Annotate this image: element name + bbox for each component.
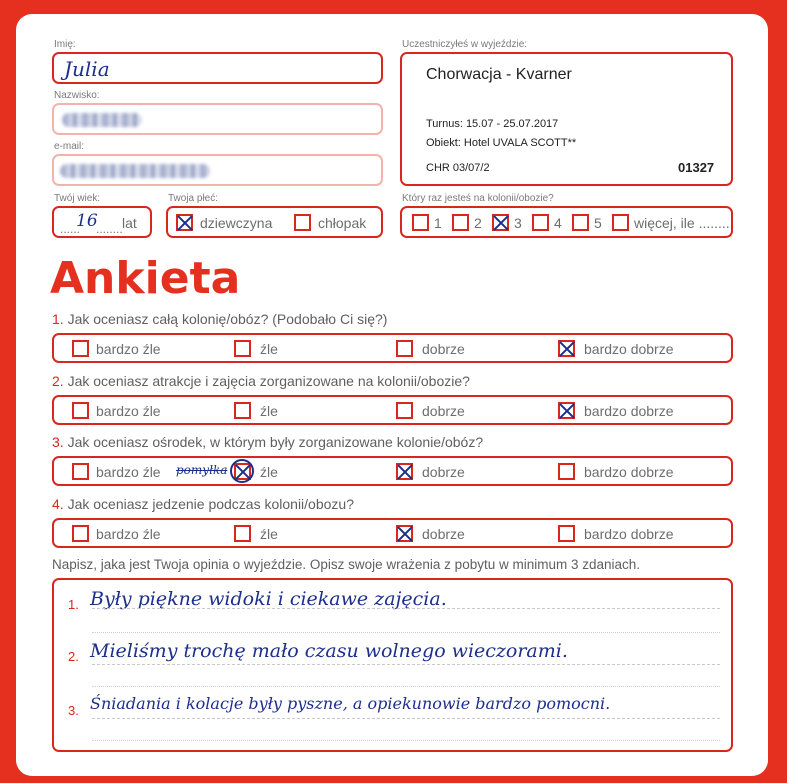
option-label: bardzo dobrze: [584, 526, 674, 542]
age-dots-after: ........: [96, 222, 123, 236]
q4-checkbox-bardzo-dobrze[interactable]: [558, 525, 575, 542]
q4-checkbox-dobrze[interactable]: [396, 525, 413, 542]
question-number: 4.: [52, 496, 64, 512]
name-field[interactable]: [52, 52, 383, 84]
opinion-line-2: Mieliśmy trochę mało czasu wolnego wieczorami.: [90, 640, 568, 662]
question-text: Jak oceniasz ośrodek, w którym były zorganizowane kolonie/obóz?: [67, 434, 484, 450]
times-option-3: 3: [514, 215, 522, 231]
times-option-5: 5: [594, 215, 602, 231]
age-dots: ......: [60, 222, 81, 236]
times-field: [400, 206, 733, 238]
times-checkbox-5[interactable]: [572, 214, 589, 231]
times-checkbox-3[interactable]: [492, 214, 509, 231]
times-option-more: więcej, ile ........: [634, 215, 730, 231]
option-label: bardzo źle: [96, 403, 161, 419]
question-text: Jak oceniasz atrakcje i zajęcia zorganizowane na kolonii/obozie?: [67, 373, 470, 389]
trip-destination: Chorwacja - Kvarner: [426, 66, 572, 83]
age-label: Twój wiek:: [54, 193, 101, 204]
times-option-2: 2: [474, 215, 482, 231]
q4-checkbox-bardzo-zle[interactable]: [72, 525, 89, 542]
opinion-line-number: 3.: [68, 703, 79, 718]
gender-field: [166, 206, 383, 238]
name-label: Imię:: [54, 39, 76, 50]
gender-checkbox-male[interactable]: [294, 214, 311, 231]
q2-checkbox-dobrze[interactable]: [396, 402, 413, 419]
gender-label: Twoja płeć:: [168, 193, 219, 204]
survey-title: Ankieta: [50, 253, 241, 304]
q1-checkbox-bardzo-dobrze[interactable]: [558, 340, 575, 357]
times-label: Który raz jesteś na kolonii/obozie?: [402, 193, 554, 204]
surname-field[interactable]: [52, 103, 383, 135]
opinion-line-1: Były piękne widoki i ciekawe zajęcia.: [90, 588, 447, 610]
times-checkbox-1[interactable]: [412, 214, 429, 231]
email-label: e-mail:: [54, 141, 85, 152]
q3-checkbox-bardzo-zle[interactable]: [72, 463, 89, 480]
question-text: Jak oceniasz całą kolonię/obóz? (Podobało Ci się?): [67, 311, 388, 327]
writing-line: [92, 718, 720, 719]
answer-row-1: [52, 333, 733, 363]
opinion-line-number: 1.: [68, 597, 79, 612]
q2-checkbox-bardzo-dobrze[interactable]: [558, 402, 575, 419]
question-1: [52, 311, 387, 327]
trip-code: CHR 03/07/2: [426, 162, 490, 174]
name-value: Julia: [64, 57, 110, 81]
option-label: dobrze: [422, 341, 465, 357]
trip-info-box: [400, 52, 733, 186]
trip-obiekt: Obiekt: Hotel UVALA SCOTT**: [426, 137, 577, 149]
q1-checkbox-zle[interactable]: [234, 340, 251, 357]
gender-option-female: dziewczyna: [200, 215, 273, 231]
question-number: 3.: [52, 434, 64, 450]
email-field[interactable]: [52, 154, 383, 186]
question-3: [52, 434, 483, 450]
times-option-1: 1: [434, 215, 442, 231]
option-label: źle: [260, 403, 278, 419]
correction-note: pomyłka: [176, 463, 228, 477]
age-value: 16: [76, 211, 98, 231]
question-text: Jak oceniasz jedzenie podczas kolonii/obozu?: [67, 496, 354, 512]
trip-label: Uczestniczyłeś w wyjeździe:: [402, 39, 528, 50]
option-label: bardzo źle: [96, 341, 161, 357]
option-label: bardzo dobrze: [584, 341, 674, 357]
times-checkbox-more[interactable]: [612, 214, 629, 231]
q4-checkbox-zle[interactable]: [234, 525, 251, 542]
q2-checkbox-bardzo-zle[interactable]: [72, 402, 89, 419]
writing-line: [92, 664, 720, 665]
answer-row-2: [52, 395, 733, 425]
option-label: źle: [260, 464, 278, 480]
gender-option-male: chłopak: [318, 215, 367, 231]
answer-row-4: [52, 518, 733, 548]
email-redacted: [60, 164, 210, 178]
option-label: bardzo źle: [96, 464, 161, 480]
trip-number: 01327: [678, 160, 715, 175]
surname-redacted: [62, 113, 142, 127]
correction-circle: [230, 459, 254, 483]
q1-checkbox-dobrze[interactable]: [396, 340, 413, 357]
writing-line: [92, 632, 720, 633]
opinion-prompt: Napisz, jaka jest Twoja opinia o wyjeździe. Opisz swoje wrażenia z pobytu w minimum 3 zdaniach.: [52, 557, 641, 572]
q3-checkbox-bardzo-dobrze[interactable]: [558, 463, 575, 480]
option-label: dobrze: [422, 464, 465, 480]
writing-line: [92, 686, 720, 687]
times-option-4: 4: [554, 215, 562, 231]
trip-turnus: Turnus: 15.07 - 25.07.2017: [426, 118, 559, 130]
opinion-line-number: 2.: [68, 649, 79, 664]
times-checkbox-2[interactable]: [452, 214, 469, 231]
question-2: [52, 373, 470, 389]
q2-checkbox-zle[interactable]: [234, 402, 251, 419]
question-4: [52, 496, 354, 512]
option-label: bardzo źle: [96, 526, 161, 542]
surname-label: Nazwisko:: [54, 90, 100, 101]
question-number: 1.: [52, 311, 64, 327]
answer-row-3: [52, 456, 733, 486]
option-label: źle: [260, 526, 278, 542]
age-unit: lat: [122, 215, 137, 231]
option-label: dobrze: [422, 403, 465, 419]
opinion-line-3: Śniadania i kolacje były pyszne, a opiekunowie bardzo pomocni.: [90, 694, 611, 713]
q1-checkbox-bardzo-zle[interactable]: [72, 340, 89, 357]
age-field[interactable]: [52, 206, 152, 238]
question-number: 2.: [52, 373, 64, 389]
option-label: bardzo dobrze: [584, 403, 674, 419]
writing-line: [92, 740, 720, 741]
option-label: bardzo dobrze: [584, 464, 674, 480]
times-checkbox-4[interactable]: [532, 214, 549, 231]
option-label: dobrze: [422, 526, 465, 542]
option-label: źle: [260, 341, 278, 357]
writing-line: [92, 608, 720, 609]
q3-checkbox-dobrze[interactable]: [396, 463, 413, 480]
gender-checkbox-female[interactable]: [176, 214, 193, 231]
